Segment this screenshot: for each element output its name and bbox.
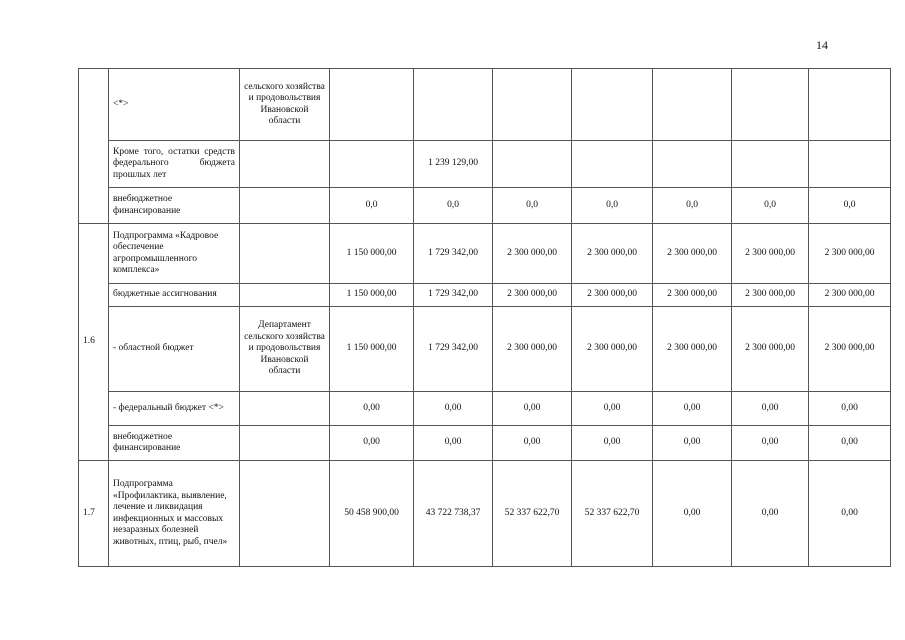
value-cell <box>653 69 732 141</box>
value-cell <box>653 141 732 188</box>
value-cell: 0,0 <box>653 188 732 224</box>
value-cell <box>809 141 891 188</box>
value-cell: 0,00 <box>414 426 493 461</box>
value-cell: 2 300 000,00 <box>493 284 572 307</box>
row-executor <box>240 224 330 284</box>
budget-table <box>78 68 891 567</box>
value-cell: 1 150 000,00 <box>330 224 414 284</box>
table-row <box>79 307 891 392</box>
table-row <box>79 224 891 284</box>
row-executor <box>240 284 330 307</box>
value-cell: 43 722 738,37 <box>414 461 493 567</box>
value-cell <box>572 69 653 141</box>
row-number: 1.6 <box>79 224 109 461</box>
row-number: 1.7 <box>79 461 109 567</box>
value-cell: 52 337 622,70 <box>493 461 572 567</box>
value-cell: 0,00 <box>809 461 891 567</box>
value-cell: 1 239 129,00 <box>414 141 493 188</box>
value-cell: 2 300 000,00 <box>572 307 653 392</box>
value-cell: 2 300 000,00 <box>493 307 572 392</box>
table-row <box>79 426 891 461</box>
row-name: Кроме того, остатки средств федерального бюджета прошлых лет <box>109 141 240 188</box>
table-row <box>79 461 891 567</box>
value-cell: 2 300 000,00 <box>732 284 809 307</box>
value-cell: 0,00 <box>653 392 732 426</box>
value-cell: 0,00 <box>330 426 414 461</box>
value-cell: 0,0 <box>732 188 809 224</box>
value-cell: 0,00 <box>653 426 732 461</box>
value-cell: 2 300 000,00 <box>732 307 809 392</box>
table-row <box>79 284 891 307</box>
row-name: <*> <box>109 69 240 141</box>
value-cell: 0,00 <box>493 392 572 426</box>
row-number <box>79 69 109 224</box>
value-cell: 2 300 000,00 <box>653 224 732 284</box>
value-cell: 2 300 000,00 <box>653 307 732 392</box>
table-row <box>79 392 891 426</box>
value-cell: 50 458 900,00 <box>330 461 414 567</box>
value-cell: 0,0 <box>330 188 414 224</box>
value-cell: 0,00 <box>493 426 572 461</box>
value-cell: 0,0 <box>493 188 572 224</box>
row-executor: сельского хозяйства и продовольствия Ивановской области <box>240 69 330 141</box>
value-cell <box>493 69 572 141</box>
value-cell <box>572 141 653 188</box>
value-cell: 2 300 000,00 <box>809 284 891 307</box>
value-cell: 52 337 622,70 <box>572 461 653 567</box>
value-cell <box>330 69 414 141</box>
value-cell: 2 300 000,00 <box>493 224 572 284</box>
row-name: Подпрограмма «Профилактика, выявление, лечение и ликвидация инфекционных и массовых незаразных болезней животных, птиц, рыб, пчел» <box>109 461 240 567</box>
value-cell <box>493 141 572 188</box>
value-cell: 0,0 <box>809 188 891 224</box>
value-cell: 0,00 <box>732 392 809 426</box>
row-name: - федеральный бюджет <*> <box>109 392 240 426</box>
value-cell: 1 150 000,00 <box>330 307 414 392</box>
value-cell: 0,0 <box>414 188 493 224</box>
row-name: Подпрограмма «Кадровое обеспечение агропромышленного комплекса» <box>109 224 240 284</box>
row-executor <box>240 461 330 567</box>
value-cell: 0,00 <box>809 392 891 426</box>
value-cell: 2 300 000,00 <box>809 224 891 284</box>
row-name: внебюджетное финансирование <box>109 426 240 461</box>
row-name: внебюджетное финансирование <box>109 188 240 224</box>
value-cell: 0,0 <box>572 188 653 224</box>
row-executor <box>240 188 330 224</box>
table-row <box>79 69 891 141</box>
value-cell: 0,00 <box>414 392 493 426</box>
value-cell <box>330 141 414 188</box>
value-cell: 0,00 <box>732 461 809 567</box>
table-row <box>79 141 891 188</box>
value-cell: 2 300 000,00 <box>809 307 891 392</box>
value-cell: 2 300 000,00 <box>732 224 809 284</box>
row-name: бюджетные ассигнования <box>109 284 240 307</box>
value-cell <box>732 141 809 188</box>
table-row <box>79 188 891 224</box>
value-cell <box>414 69 493 141</box>
value-cell: 1 150 000,00 <box>330 284 414 307</box>
value-cell: 2 300 000,00 <box>572 224 653 284</box>
row-executor <box>240 392 330 426</box>
value-cell: 0,00 <box>809 426 891 461</box>
value-cell: 0,00 <box>572 392 653 426</box>
value-cell <box>732 69 809 141</box>
value-cell: 1 729 342,00 <box>414 224 493 284</box>
value-cell: 2 300 000,00 <box>653 284 732 307</box>
row-executor: Департамент сельского хозяйства и продовольствия Ивановской области <box>240 307 330 392</box>
value-cell: 1 729 342,00 <box>414 284 493 307</box>
row-executor <box>240 141 330 188</box>
row-name: - областной бюджет <box>109 307 240 392</box>
value-cell: 0,00 <box>330 392 414 426</box>
value-cell: 0,00 <box>653 461 732 567</box>
value-cell <box>809 69 891 141</box>
value-cell: 1 729 342,00 <box>414 307 493 392</box>
row-executor <box>240 426 330 461</box>
page-number: 14 <box>816 38 828 52</box>
value-cell: 0,00 <box>572 426 653 461</box>
value-cell: 2 300 000,00 <box>572 284 653 307</box>
value-cell: 0,00 <box>732 426 809 461</box>
